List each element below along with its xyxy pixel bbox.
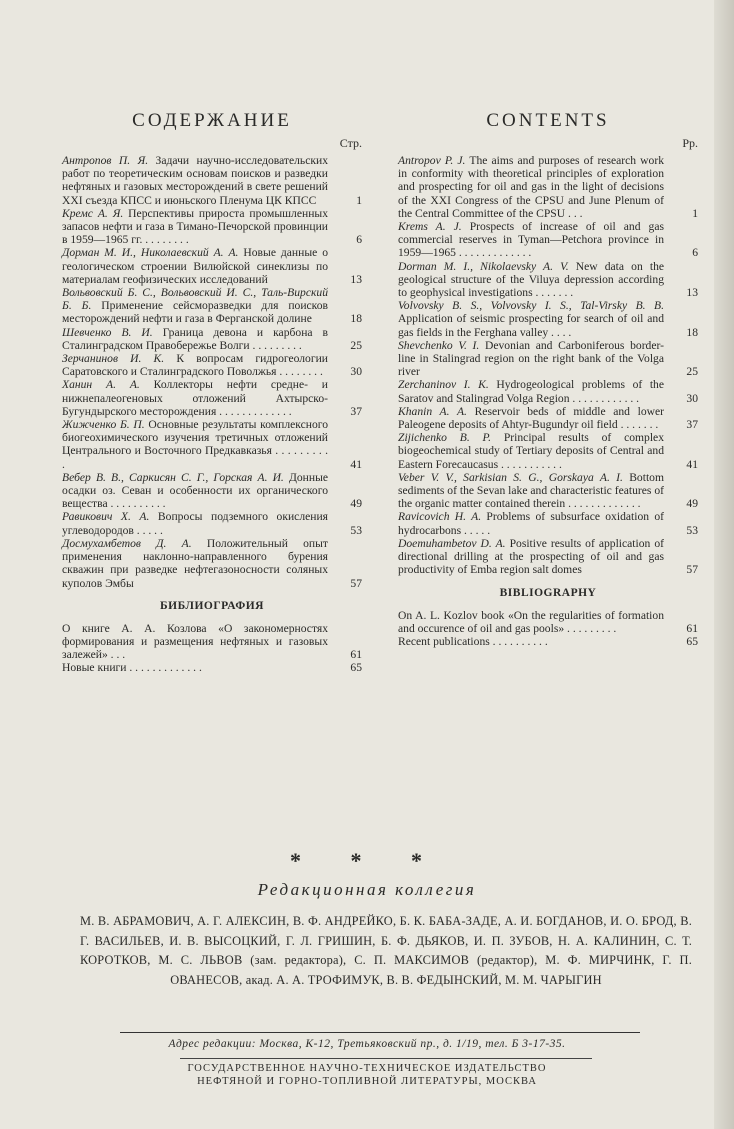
toc-entry [398,537,698,577]
contents-en-list [398,154,698,648]
bibliography-entry-title: Recent publications . . . . . . . . . . [398,634,548,648]
editorial-address: Адрес редакции: Москва, К-12, Третьяковский пр., д. 1/19, тел. Б 3-17-35. [168,1038,566,1050]
toc-entry-title: Положительный опыт применения наклонно-направленного бурения скважин при разведке нефтегазоносности соляных куполов Эмбы [62,536,328,590]
toc-entry-page: 18 [686,325,698,339]
toc-entry-page: 41 [350,457,362,471]
toc-entry [398,405,698,431]
divider-rule [180,1058,592,1059]
toc-entry-page: 13 [350,272,362,286]
toc-entry-title: Application of seismic prospecting for search of oil and gas fields in the Ferghana valley . . . . [398,312,664,339]
bibliography-entry-page: 65 [350,661,362,675]
bibliography-entry [398,609,698,635]
page-column-label-ru: Стр. [339,136,362,150]
toc-entry-title: Hydrogeological problems of the Saratov and Stalingrad Volga Region . . . . . . . . . . . . [398,378,664,405]
toc-entry [62,207,362,247]
toc-entry-title: Positive results of application of directional drilling at the prospecting of oil and gas productivity of Emba region salt domes [398,536,664,577]
toc-entry-author: Антропов П. Я. [62,154,149,167]
toc-entry-author: Вольвовский Б. С., Вольвовский И. С., Таль-Вирский Б. Б. [62,286,328,313]
toc-entry-author: Жижченко Б. П. [62,418,145,432]
contents-ru-column [62,108,362,675]
toc-entry [62,352,362,378]
contents-en-column [398,108,698,648]
toc-entry-page: 41 [686,457,698,471]
toc-entry-title: Вопросы подземного окисления углеводородов . . . . . [62,510,328,537]
toc-entry-page: 25 [350,338,362,352]
toc-entry [398,510,698,536]
toc-entry-page: 25 [686,365,698,379]
contents-en-heading: CONTENTS [486,110,610,131]
toc-entry-author: Шевченко В. И. [62,325,153,339]
toc-entry [62,286,362,326]
toc-entry-author: Кремс А. Я. [62,206,124,220]
toc-entry [398,339,698,379]
toc-entry [398,260,698,300]
toc-entry-author: Zerchaninov I. K. [398,378,489,392]
toc-entry-page: 37 [350,404,362,418]
bibliography-entry [62,622,362,662]
bibliography-entry-title: Новые книги . . . . . . . . . . . . . [62,661,202,675]
bibliography-entry-title: On A. L. Kozlov book «On the regularities of formation and occurence of oil and gas pools» . . . . . . . . . [398,608,664,635]
toc-entry [398,471,698,511]
toc-entry-author: Dorman M. I., Nikolaevsky A. V. [398,259,569,273]
toc-entry-page: 13 [686,286,698,300]
toc-entry-page: 1 [692,206,698,220]
toc-entry-page: 1 [356,193,362,207]
toc-entry-title: Devonian and Carboniferous border-line in Stalingrad region on the right bank of the Volga river [398,338,664,379]
toc-entry-author: Veber V. V., Sarkisian S. G., Gorskaya A. I. [398,470,623,484]
toc-entry-title: Prospects of increase of oil and gas commercial reserves in Tyman—Petchora province in 1959—1965 . . . . . . . . . . . . . [398,220,664,260]
toc-entry-page: 49 [350,497,362,511]
toc-entry [398,220,698,260]
toc-entry-author: Дорман М. И., Николаевский А. А. [62,246,239,260]
toc-entry-title: Применение сейсморазведки для поисков месторождений нефти и газа в Ферганской долине [62,299,328,326]
toc-entry-author: Ravicovich H. A. [398,510,482,524]
toc-entry-title: New data on the geological structure of the Viluya depression according to geophysical investigations . . . . . . . [398,259,665,300]
toc-entry-title: Донные осадки оз. Севан и особенности их органического вещества . . . . . . . . . . [62,470,329,511]
toc-entry-author: Ханин А. А. [62,378,140,392]
bibliography-heading: BIBLIOGRAPHY [499,586,597,599]
toc-entry-author: Равикович Х. А. [62,510,150,524]
toc-entry [62,326,362,352]
toc-entry-author: Shevchenko V. I. [398,338,480,352]
toc-entry-page: 30 [686,391,698,405]
toc-entry [62,154,362,207]
toc-entry-author: Вебер В. В., Саркисян С. Г., Горская А. И. [62,470,284,484]
toc-entry-title: Коллекторы нефти средне- и нижнепалеогеновых отложений Ахтырско-Бугундырского месторождения . . . . . . . . . . . . . [62,378,329,418]
toc-entry [62,537,362,590]
toc-entry-author: Volvovsky B. S., Volvovsky I. S., Tal-Virsky B. B. [398,299,664,313]
separator-asterisks: * * * [290,848,444,873]
toc-entry [62,378,362,418]
toc-entry-author: Krems A. J. [398,220,462,234]
toc-entry-title: Reservoir beds of middle and lower Paleogene deposits of Ahtyr-Bugundyr oil field . . . . . . . [398,404,664,432]
divider-rule [120,1032,640,1033]
toc-entry-author: Досмухамбетов Д. А. [62,536,192,550]
page-fold-shadow [714,0,734,1129]
editorial-board-title: Редакционная коллегия [257,880,477,899]
editorial-board-members: М. В. АБРАМОВИЧ, А. Г. АЛЕКСИН, В. Ф. АНДРЕЙКО, Б. К. БАБА-ЗАДЕ, А. И. БОГДАНОВ, И. О. БРОД, В. Г. ВАСИЛЬЕВ, И. В. ВЫСОЦКИЙ, Г. Л. ГРИШИН, Б. Ф. ДЬЯКОВ, И. П. ЗУБОВ, Н. А. КАЛИНИН, С. Т. КОРОТКОВ, М. С. ЛЬВОВ (зам. редактора), С. П. МАКСИМОВ (редактор), М. Ф. МИРЧИНК, Г. П. ОВАНЕСОВ, акад. А. А. ТРОФИМУК, В. В. ФЕДЫНСКИЙ, М. М. ЧАРЫГИН [80,914,692,987]
toc-entry-page: 6 [356,233,362,247]
toc-entry-title: Principal results of complex biogeochemical study of Tertiary deposits of Central and Eastern Forecaucasus . . . . . . . . . . . [398,431,664,471]
toc-entry-title: Перспективы прироста промышленных запасов нефти и газа в Тимано-Печорской провинции в 1959—1965 гг. . . . . . . . . [62,206,328,247]
toc-entry-page: 57 [350,576,362,590]
toc-entry-title: The aims and purposes of research work in conformity with theoretical principles of exploration and prospecting for oil and gas in the light of decisions of the XXI Congress of the CPSU and June Plenum of the Central Committee of the CPSU . . . [398,154,664,220]
toc-entry-page: 30 [350,365,362,379]
toc-entry-title: К вопросам гидрогеологии Саратовского и Сталинградского Поволжья . . . . . . . . [62,352,329,379]
bibliography-entry [62,661,362,674]
toc-entry [62,418,362,471]
toc-entry-title: Граница девона и карбона в Сталинградском Правобережье Волги . . . . . . . . . [62,325,328,352]
publisher-imprint [0,1062,734,1088]
toc-entry [62,471,362,511]
toc-entry [62,510,362,536]
bibliography-entry-page: 65 [686,634,698,648]
toc-entry-page: 57 [686,563,698,577]
toc-entry-page: 6 [692,246,698,260]
toc-entry-title: Новые данные о геологическом строении Вилюйской синеклизы по материалам геофизических исследований [62,246,328,286]
contents-ru-list [62,154,362,675]
toc-entry-title: Bottom sediments of the Sevan lake and characteristic features of the organic matter contained therein . . . . . . . . . . . . . [398,470,664,511]
bibliography-entry-title: О книге А. А. Козлова «О закономерностях формирования и размещения нефтяных и газовых залежей» . . . [62,621,328,662]
toc-entry-page: 37 [686,418,698,432]
toc-entry [398,431,698,471]
toc-entry-title: Основные результаты комплексного биогеохимического изучения третичных отложений Центрального и Восточного Предкавказья . . . . . . . . . . [62,418,329,471]
toc-entry-page: 53 [350,523,362,537]
publisher-line: НЕФТЯНОЙ И ГОРНО-ТОПЛИВНОЙ ЛИТЕРАТУРЫ, МОСКВА [197,1076,537,1087]
toc-entry-page: 53 [686,523,698,537]
page-column-label-en: Pp. [682,136,698,150]
bibliography-entry-page: 61 [686,621,698,635]
bibliography-entry-page: 61 [350,648,362,662]
bibliography-entry [398,635,698,648]
toc-entry [398,378,698,404]
contents-ru-heading: СОДЕРЖАНИЕ [132,110,292,131]
toc-entry-author: Doemuhambetov D. A. [398,536,506,550]
toc-entry-author: Зерчанинов И. К. [62,352,165,366]
bibliography-heading: БИБЛИОГРАФИЯ [160,599,264,612]
toc-entry-page: 18 [350,312,362,326]
toc-entry [398,299,698,339]
toc-entry [398,154,698,220]
toc-entry-author: Khanin A. A. [398,404,467,418]
toc-entry-author: Zijichenko B. P. [398,431,492,445]
publisher-line: ГОСУДАРСТВЕННОЕ НАУЧНО-ТЕХНИЧЕСКОЕ ИЗДАТЕЛЬСТВО [187,1063,547,1074]
toc-entry [62,246,362,286]
toc-entry-page: 49 [686,497,698,511]
toc-entry-title: Problems of subsurface oxidation of hydrocarbons . . . . . [398,510,664,537]
toc-entry-title: Задачи научно-исследовательских работ по теоретическим основам поисков и разведки нефтяных и газовых месторождений в свете решений XXI съезда КПСС и июньского Пленума ЦК КПСС [62,154,328,207]
toc-entry-author: Antropov P. J. [398,154,466,167]
